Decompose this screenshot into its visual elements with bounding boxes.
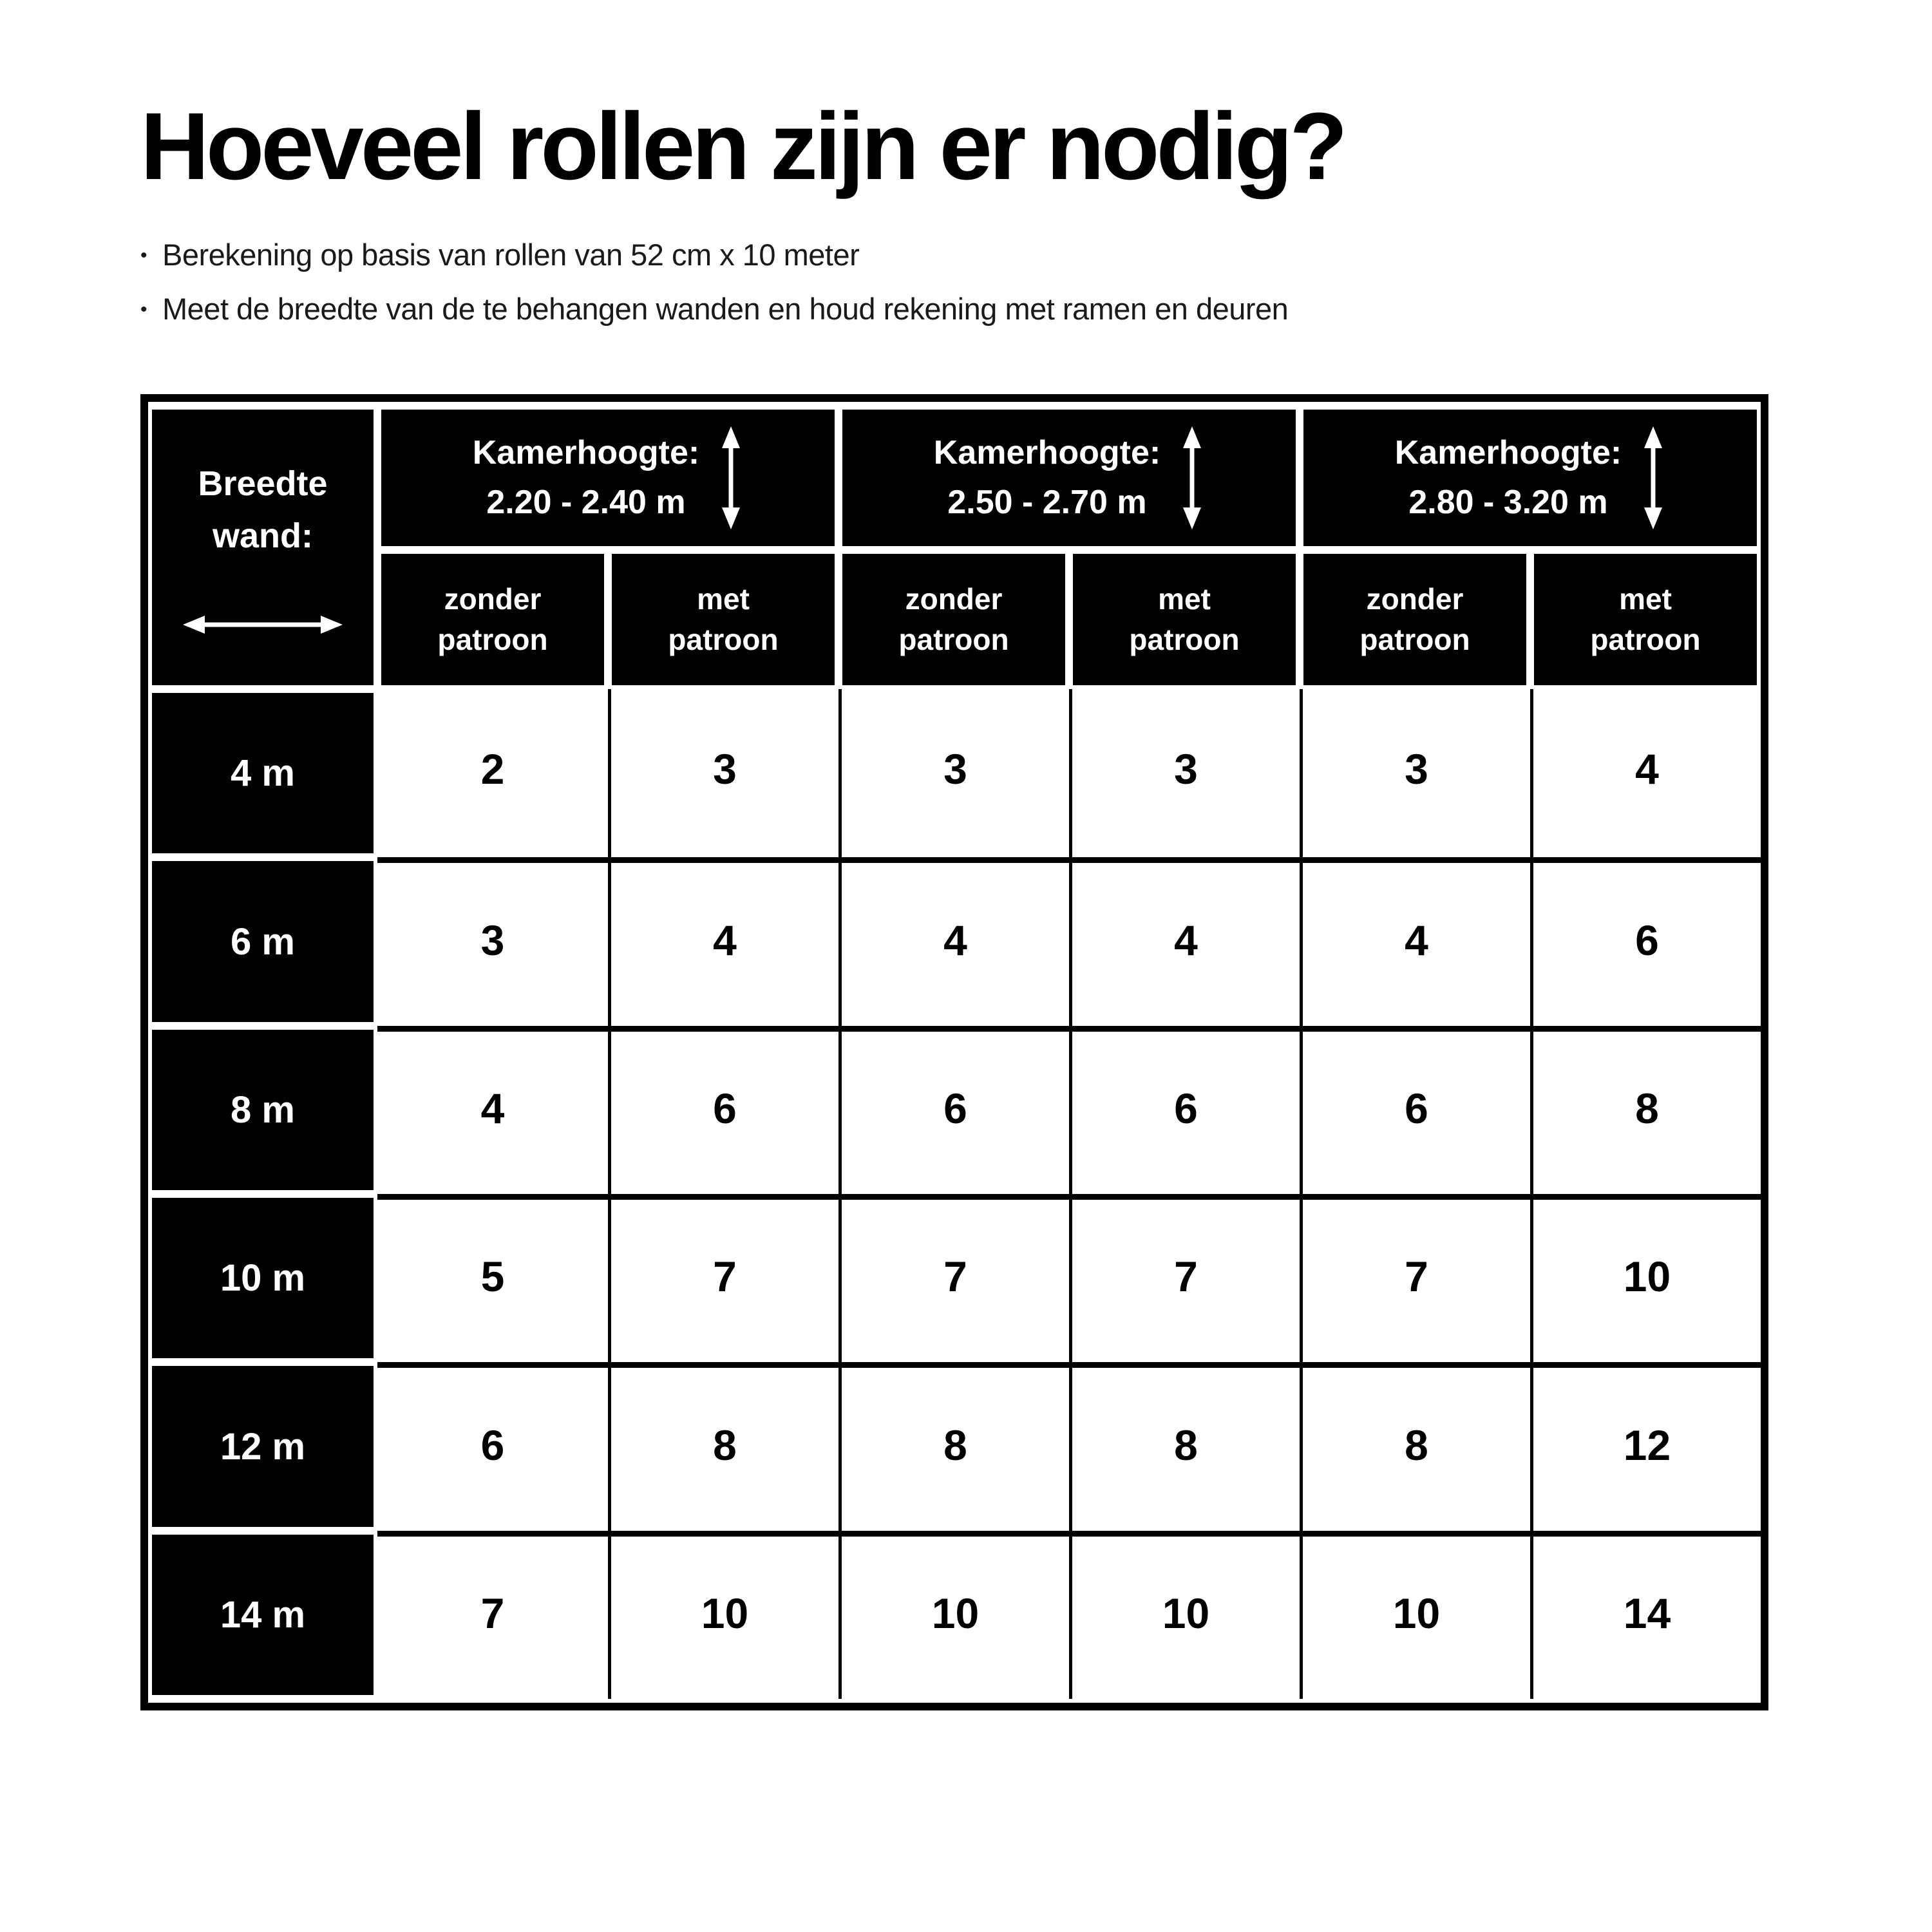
bullet-item — [140, 290, 1932, 327]
data-cell: 7 — [1069, 1194, 1300, 1362]
data-cell: 7 — [1300, 1194, 1530, 1362]
group-label: Kamerhoogte: — [1394, 434, 1622, 472]
row-label-14m: 14 m — [152, 1535, 374, 1695]
data-cell: 4 — [1300, 857, 1530, 1025]
page-title: Hoeveel rollen zijn er nodig? — [140, 93, 1345, 200]
corner-line1: Breedte — [198, 464, 328, 504]
data-cell: 4 — [1069, 857, 1300, 1025]
data-cell: 10 — [608, 1531, 838, 1699]
data-cell: 3 — [608, 689, 838, 857]
subheader-met-patroon: met patroon — [1534, 554, 1757, 685]
bullet-item — [140, 236, 1932, 273]
group-header-kamerhoogte-2 — [842, 410, 1296, 546]
data-cell: 8 — [1300, 1362, 1530, 1530]
group-header-text — [473, 428, 699, 527]
vertical-double-arrow-icon — [1180, 426, 1204, 529]
row-label-8m: 8 m — [152, 1030, 374, 1190]
data-cell: 5 — [377, 1194, 608, 1362]
corner-header-breedte-wand — [152, 410, 374, 685]
data-cell: 10 — [1530, 1194, 1761, 1362]
bullet-icon: • — [140, 245, 147, 267]
group-range: 2.50 - 2.70 m — [947, 484, 1147, 522]
subheader-zonder-patroon: zonder patroon — [381, 554, 604, 685]
data-cell: 8 — [1069, 1362, 1300, 1530]
subheader-zonder-patroon: zonder patroon — [1303, 554, 1526, 685]
bullet-text: Meet de breedte van de te behangen wanden en houd rekening met ramen en deuren — [162, 291, 1289, 326]
data-cell: 3 — [838, 689, 1069, 857]
data-cell: 14 — [1530, 1531, 1761, 1699]
data-cell: 2 — [377, 689, 608, 857]
subheader-met-patroon: met patroon — [612, 554, 835, 685]
data-cell: 7 — [608, 1194, 838, 1362]
corner-header-text — [198, 458, 327, 562]
data-cell: 3 — [1300, 689, 1530, 857]
data-cell: 3 — [377, 857, 608, 1025]
data-cell: 6 — [608, 1026, 838, 1194]
data-cell: 6 — [1069, 1026, 1300, 1194]
row-label-10m: 10 m — [152, 1198, 374, 1358]
data-cell: 4 — [608, 857, 838, 1025]
group-header-text — [934, 428, 1160, 527]
group-header-text — [1395, 428, 1622, 527]
row-label-6m: 6 m — [152, 861, 374, 1021]
data-cell: 3 — [1069, 689, 1300, 857]
data-cell: 4 — [377, 1026, 608, 1194]
data-cell: 10 — [1300, 1531, 1530, 1699]
data-cell: 6 — [1530, 857, 1761, 1025]
data-cell: 12 — [1530, 1362, 1761, 1530]
data-cell: 6 — [1300, 1026, 1530, 1194]
group-label: Kamerhoogte: — [472, 434, 700, 472]
group-range: 2.20 - 2.40 m — [486, 484, 686, 522]
data-cell: 10 — [1069, 1531, 1300, 1699]
group-label: Kamerhoogte: — [933, 434, 1161, 472]
horizontal-double-arrow-icon — [183, 612, 343, 637]
data-cell: 10 — [838, 1531, 1069, 1699]
rolls-needed-table — [140, 394, 1768, 1710]
row-label-4m: 4 m — [152, 693, 374, 853]
subheader-met-patroon: met patroon — [1073, 554, 1296, 685]
data-cell: 4 — [1530, 689, 1761, 857]
corner-line2: wand: — [212, 516, 313, 556]
group-range: 2.80 - 3.20 m — [1408, 484, 1608, 522]
bullet-text: Berekening op basis van rollen van 52 cm x 10 meter — [162, 238, 860, 272]
data-cell: 8 — [608, 1362, 838, 1530]
notes-list — [140, 236, 1932, 327]
row-label-12m: 12 m — [152, 1366, 374, 1526]
data-cell: 7 — [377, 1531, 608, 1699]
data-cell: 8 — [1530, 1026, 1761, 1194]
bullet-icon: • — [140, 298, 147, 320]
subheader-zonder-patroon: zonder patroon — [842, 554, 1065, 685]
data-cell: 4 — [838, 857, 1069, 1025]
group-header-kamerhoogte-1 — [381, 410, 835, 546]
table-grid — [148, 406, 1761, 1699]
data-cell: 7 — [838, 1194, 1069, 1362]
vertical-double-arrow-icon — [719, 426, 743, 529]
data-cell: 6 — [377, 1362, 608, 1530]
data-cell: 8 — [838, 1362, 1069, 1530]
vertical-double-arrow-icon — [1641, 426, 1665, 529]
group-header-kamerhoogte-3 — [1303, 410, 1757, 546]
data-cell: 6 — [838, 1026, 1069, 1194]
